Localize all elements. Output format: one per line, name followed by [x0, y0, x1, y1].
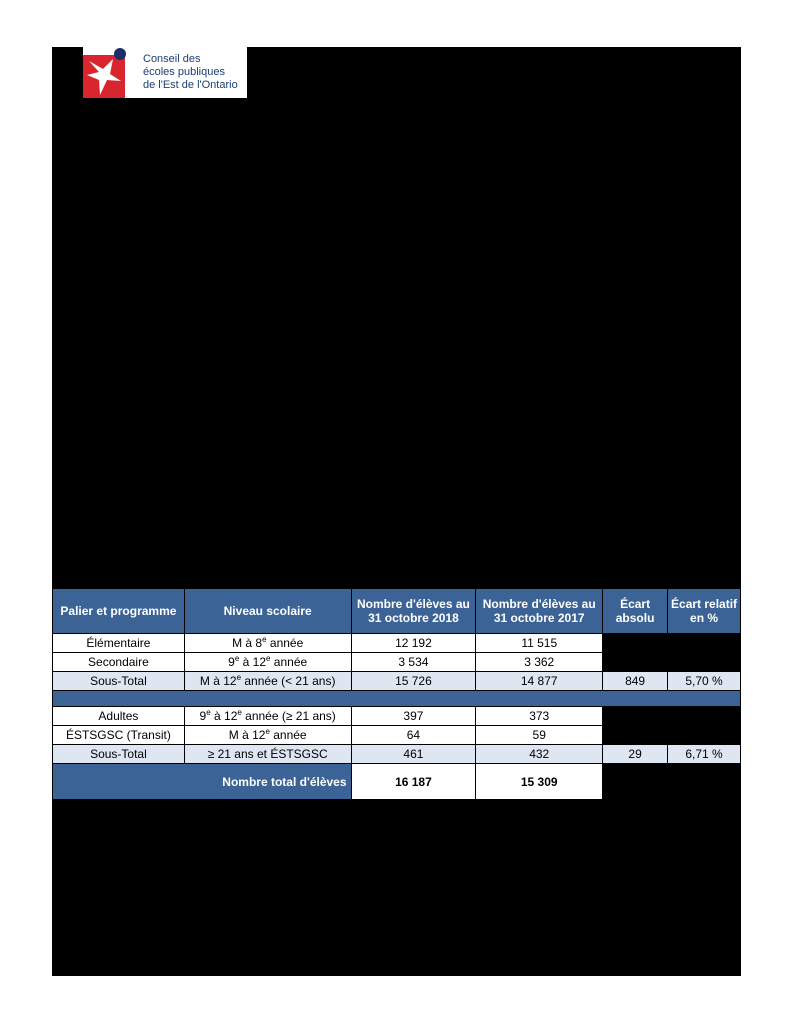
cell-ecart-absolu: 849: [603, 672, 668, 691]
cell-niveau: 9e à 12e année (≥ 21 ans): [184, 707, 351, 726]
table-row: [53, 634, 741, 653]
cell-palier: Sous-Total: [53, 745, 185, 764]
cell-niveau: ≥ 21 ans et ÉSTSGSC: [184, 745, 351, 764]
logo-line-3: de l'Est de l'Ontario: [143, 79, 238, 91]
cell-ecart-relatif: 5,70 %: [668, 672, 741, 691]
cell-niveau: 9e à 12e année: [184, 653, 351, 672]
cell-empty: [603, 634, 741, 653]
header-ecart-absolu: Écart absolu: [603, 589, 668, 634]
cell-2018: 15 726: [351, 672, 476, 691]
cepeo-logo: [83, 47, 247, 98]
cell-palier: ÉSTSGSC (Transit): [53, 726, 185, 745]
total-label: Nombre total d'élèves: [53, 764, 352, 800]
cell-2018: 3 534: [351, 653, 476, 672]
cell-palier: Élémentaire: [53, 634, 185, 653]
table-row: [53, 707, 741, 726]
cell-empty: [603, 707, 741, 726]
cell-empty: [603, 764, 741, 800]
cell-2017: 11 515: [476, 634, 603, 653]
table-row-total: [53, 764, 741, 800]
cell-2017: 14 877: [476, 672, 603, 691]
header-ecart-relatif: Écart relatif en %: [668, 589, 741, 634]
logo-line-2: écoles publiques: [143, 66, 225, 78]
cell-2017: 373: [476, 707, 603, 726]
cell-2018: 12 192: [351, 634, 476, 653]
cell-palier: Sous-Total: [53, 672, 185, 691]
enrollment-table: [52, 588, 741, 800]
total-2018: 16 187: [351, 764, 476, 800]
cell-palier: Secondaire: [53, 653, 185, 672]
header-2018: Nombre d'élèves au 31 octobre 2018: [351, 589, 476, 634]
table-row-subtotal: [53, 672, 741, 691]
cell-2018: 64: [351, 726, 476, 745]
table-row: [53, 653, 741, 672]
redacted-page-area: [52, 47, 741, 976]
logo-star-icon: [83, 47, 141, 98]
header-2017: Nombre d'élèves au 31 octobre 2017: [476, 589, 603, 634]
table-row: [53, 726, 741, 745]
cell-2017: 432: [476, 745, 603, 764]
cell-2017: 3 362: [476, 653, 603, 672]
logo-line-1: Conseil des: [143, 53, 201, 65]
table-header-row: [53, 589, 741, 634]
cell-2017: 59: [476, 726, 603, 745]
cell-empty: [603, 726, 741, 745]
cell-2018: 461: [351, 745, 476, 764]
total-2017: 15 309: [476, 764, 603, 800]
header-niveau: Niveau scolaire: [184, 589, 351, 634]
cell-ecart-absolu: 29: [603, 745, 668, 764]
cell-palier: Adultes: [53, 707, 185, 726]
cell-niveau: M à 12e année (< 21 ans): [184, 672, 351, 691]
cell-niveau: M à 8e année: [184, 634, 351, 653]
cell-empty: [603, 653, 741, 672]
table-row-subtotal: [53, 745, 741, 764]
cell-2018: 397: [351, 707, 476, 726]
table-separator: [53, 691, 741, 707]
header-palier: Palier et programme: [53, 589, 185, 634]
cell-niveau: M à 12e année: [184, 726, 351, 745]
cell-ecart-relatif: 6,71 %: [668, 745, 741, 764]
